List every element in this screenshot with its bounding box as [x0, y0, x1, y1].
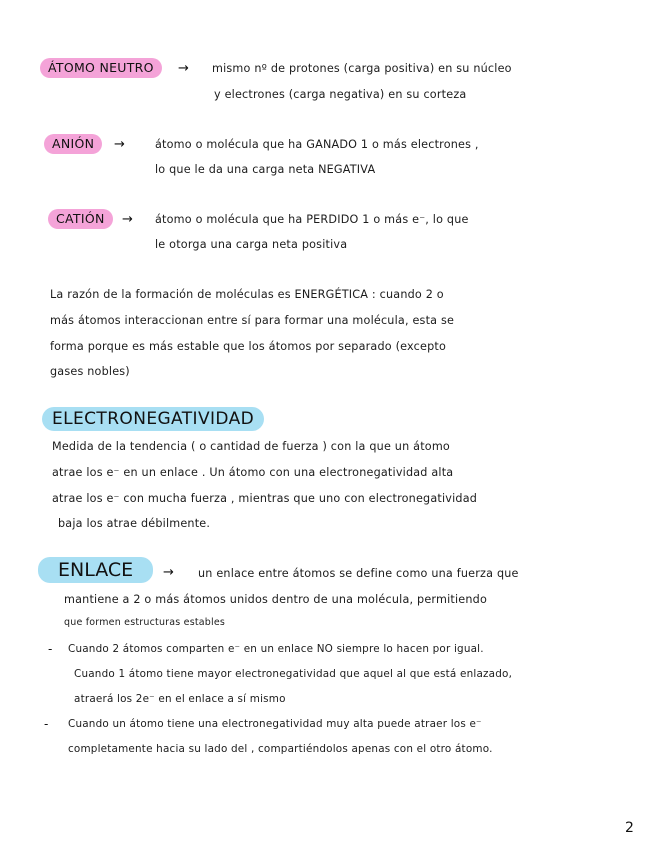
anion-line-2: lo que le da una carga neta NEGATIVA: [155, 163, 376, 176]
arrow-icon: →: [178, 61, 189, 76]
anion-line-1: átomo o molécula que ha GANADO 1 o más electrones ,: [155, 138, 479, 151]
bullet-2-line-2: completamente hacia su lado del , compartiéndolos apenas con el otro átomo.: [68, 743, 493, 755]
razon-line-1: La razón de la formación de moléculas es ENERGÉTICA : cuando 2 o: [50, 288, 444, 301]
bullet-marker: -: [44, 717, 49, 731]
bullet-2-line-1: Cuando un átomo tiene una electronegatividad muy alta puede atraer los e⁻: [68, 718, 482, 730]
anion-label: ANIÓN: [44, 134, 102, 154]
arrow-icon: →: [114, 137, 125, 152]
cation-line-1: átomo o molécula que ha PERDIDO 1 o más e⁻, lo que: [155, 213, 469, 226]
arrow-icon: →: [122, 212, 133, 227]
enlace-line-3: que formen estructuras estables: [64, 617, 226, 628]
bullet-1-line-2: Cuando 1 átomo tiene mayor electronegatividad que aquel al que está enlazado,: [74, 668, 513, 680]
bullet-1-line-1: Cuando 2 átomos comparten e⁻ en un enlace NO siempre lo hacen por igual.: [68, 643, 484, 655]
razon-line-2: más átomos interaccionan entre sí para formar una molécula, esta se: [50, 314, 455, 327]
razon-line-3: forma porque es más estable que los átomos por separado (excepto: [50, 340, 447, 353]
atomo-neutro-line-2: y electrones (carga negativa) en su corteza: [214, 88, 467, 101]
cation-line-2: le otorga una carga neta positiva: [155, 238, 348, 251]
bullet-1-line-3: atraerá los 2e⁻ en el enlace a sí mismo: [74, 693, 286, 705]
cation-label: CATIÓN: [48, 209, 113, 229]
page-number: 2: [625, 820, 634, 836]
enlace-line-1: un enlace entre átomos se define como una fuerza que: [198, 567, 519, 580]
razon-line-4: gases nobles): [50, 365, 130, 378]
electronegatividad-line-4: baja los atrae débilmente.: [58, 517, 211, 530]
electronegatividad-line-3: atrae los e⁻ con mucha fuerza , mientras que uno con electronegatividad: [52, 492, 478, 505]
arrow-icon: →: [163, 565, 174, 580]
electronegatividad-title: ELECTRONEGATIVIDAD: [42, 407, 264, 431]
atomo-neutro-label: ÁTOMO NEUTRO: [40, 58, 162, 78]
electronegatividad-line-1: Medida de la tendencia ( o cantidad de fuerza ) con la que un átomo: [52, 440, 450, 453]
bullet-marker: -: [48, 642, 53, 656]
enlace-title: ENLACE: [38, 557, 153, 583]
enlace-line-2: mantiene a 2 o más átomos unidos dentro de una molécula, permitiendo: [64, 593, 488, 606]
electronegatividad-line-2: atrae los e⁻ en un enlace . Un átomo con una electronegatividad alta: [52, 466, 454, 479]
atomo-neutro-line-1: mismo nº de protones (carga positiva) en su núcleo: [212, 62, 512, 75]
